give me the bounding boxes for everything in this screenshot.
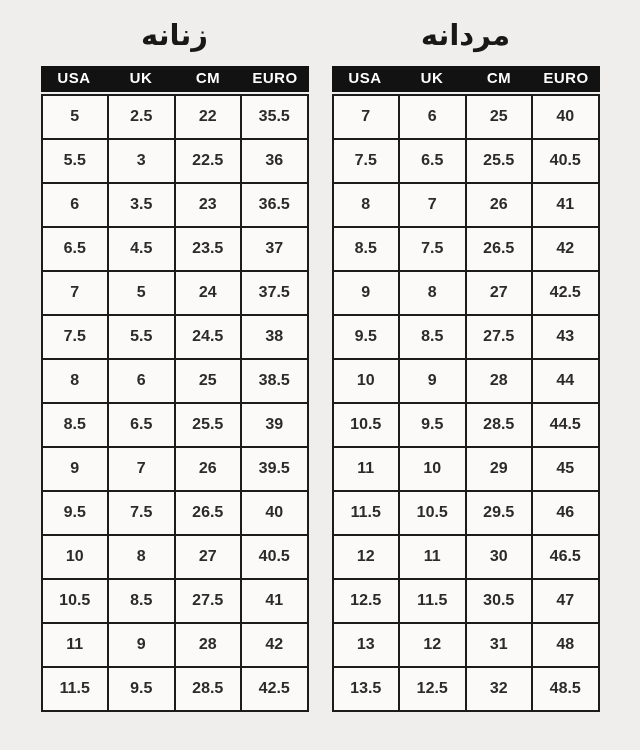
size-cell: 10 [400, 448, 465, 490]
size-cell: 36.5 [242, 184, 307, 226]
size-cell: 5 [109, 272, 174, 314]
men-size-table [332, 12, 600, 712]
size-cell: 7 [109, 448, 174, 490]
size-cell: 8 [43, 360, 108, 402]
size-cell: 44 [533, 360, 598, 402]
size-cell: 9 [109, 624, 174, 666]
size-cell: 7 [334, 96, 399, 138]
column-header-euro: EURO [543, 70, 589, 88]
size-cell: 46 [533, 492, 598, 534]
size-cell: 7.5 [43, 316, 108, 358]
size-cell: 10.5 [400, 492, 465, 534]
size-cell: 8.5 [43, 404, 108, 446]
size-cell: 42 [533, 228, 598, 270]
size-cell: 11 [43, 624, 108, 666]
size-cell: 10.5 [334, 404, 399, 446]
men-table-header-row [332, 66, 600, 92]
column-header-cm: CM [486, 70, 512, 88]
size-cell: 6.5 [109, 404, 174, 446]
size-cell: 7.5 [109, 492, 174, 534]
size-cell: 46.5 [533, 536, 598, 578]
size-cell: 27 [467, 272, 532, 314]
size-cell: 5.5 [43, 140, 108, 182]
size-cell: 41 [242, 580, 307, 622]
size-cell: 11 [400, 536, 465, 578]
size-cell: 10 [43, 536, 108, 578]
size-cell: 13 [334, 624, 399, 666]
size-cell: 30 [467, 536, 532, 578]
size-cell: 47 [533, 580, 598, 622]
size-cell: 29 [467, 448, 532, 490]
size-cell: 3 [109, 140, 174, 182]
size-cell: 22.5 [176, 140, 241, 182]
size-cell: 23 [176, 184, 241, 226]
size-cell: 9.5 [109, 668, 174, 710]
women-table-title: زنانه [141, 20, 208, 52]
size-cell: 24 [176, 272, 241, 314]
column-header-uk: UK [420, 70, 444, 88]
size-cell: 9.5 [334, 316, 399, 358]
size-cell: 22 [176, 96, 241, 138]
size-cell: 35.5 [242, 96, 307, 138]
size-cell: 8.5 [334, 228, 399, 270]
size-cell: 41 [533, 184, 598, 226]
size-cell: 26.5 [467, 228, 532, 270]
size-cell: 26 [176, 448, 241, 490]
size-cell: 27.5 [467, 316, 532, 358]
size-cell: 30.5 [467, 580, 532, 622]
size-cell: 43 [533, 316, 598, 358]
size-cell: 13.5 [334, 668, 399, 710]
size-cell: 42.5 [242, 668, 307, 710]
size-cell: 40 [533, 96, 598, 138]
size-cell: 3.5 [109, 184, 174, 226]
size-cell: 39.5 [242, 448, 307, 490]
size-cell: 12.5 [334, 580, 399, 622]
size-cell: 37.5 [242, 272, 307, 314]
size-cell: 45 [533, 448, 598, 490]
size-cell: 26 [467, 184, 532, 226]
women-size-table [41, 12, 309, 712]
size-cell: 38.5 [242, 360, 307, 402]
size-cell: 40.5 [533, 140, 598, 182]
size-cell: 9.5 [400, 404, 465, 446]
size-cell: 8.5 [400, 316, 465, 358]
size-cell: 42.5 [533, 272, 598, 314]
size-cell: 8 [334, 184, 399, 226]
size-cell: 37 [242, 228, 307, 270]
size-cell: 9 [334, 272, 399, 314]
size-cell: 6 [109, 360, 174, 402]
size-cell: 28.5 [467, 404, 532, 446]
size-cell: 36 [242, 140, 307, 182]
size-cell: 27.5 [176, 580, 241, 622]
size-cell: 11.5 [43, 668, 108, 710]
size-cell: 9 [43, 448, 108, 490]
size-cell: 28.5 [176, 668, 241, 710]
size-cell: 8 [109, 536, 174, 578]
size-cell: 40.5 [242, 536, 307, 578]
size-cell: 11.5 [400, 580, 465, 622]
size-cell: 44.5 [533, 404, 598, 446]
size-cell: 48.5 [533, 668, 598, 710]
size-cell: 29.5 [467, 492, 532, 534]
size-cell: 25.5 [467, 140, 532, 182]
size-cell: 27 [176, 536, 241, 578]
size-cell: 25.5 [176, 404, 241, 446]
size-cell: 11.5 [334, 492, 399, 534]
size-cell: 9.5 [43, 492, 108, 534]
women-table-header-row [41, 66, 309, 92]
size-cell: 8 [400, 272, 465, 314]
size-cell: 6 [400, 96, 465, 138]
column-header-uk: UK [129, 70, 153, 88]
size-cell: 6.5 [43, 228, 108, 270]
size-cell: 7.5 [400, 228, 465, 270]
column-header-usa: USA [57, 70, 91, 88]
size-cell: 39 [242, 404, 307, 446]
size-cell: 7 [43, 272, 108, 314]
size-cell: 25 [467, 96, 532, 138]
size-cell: 31 [467, 624, 532, 666]
size-cell: 24.5 [176, 316, 241, 358]
size-cell: 26.5 [176, 492, 241, 534]
size-cell: 25 [176, 360, 241, 402]
size-cell: 6.5 [400, 140, 465, 182]
size-cell: 6 [43, 184, 108, 226]
size-cell: 7 [400, 184, 465, 226]
size-cell: 32 [467, 668, 532, 710]
size-cell: 38 [242, 316, 307, 358]
column-header-cm: CM [195, 70, 221, 88]
column-header-usa: USA [348, 70, 382, 88]
size-cell: 23.5 [176, 228, 241, 270]
size-cell: 42 [242, 624, 307, 666]
size-cell: 5.5 [109, 316, 174, 358]
size-cell: 7.5 [334, 140, 399, 182]
size-cell: 12 [400, 624, 465, 666]
size-cell: 12.5 [400, 668, 465, 710]
size-cell: 8.5 [109, 580, 174, 622]
size-cell: 10.5 [43, 580, 108, 622]
size-cell: 28 [176, 624, 241, 666]
size-cell: 2.5 [109, 96, 174, 138]
column-header-euro: EURO [252, 70, 298, 88]
size-cell: 9 [400, 360, 465, 402]
size-cell: 12 [334, 536, 399, 578]
men-table-title: مردانه [420, 20, 511, 52]
size-cell: 48 [533, 624, 598, 666]
men-table-body [332, 94, 600, 712]
women-table-body [41, 94, 309, 712]
size-cell: 11 [334, 448, 399, 490]
size-cell: 5 [43, 96, 108, 138]
size-cell: 28 [467, 360, 532, 402]
size-cell: 10 [334, 360, 399, 402]
size-cell: 40 [242, 492, 307, 534]
size-cell: 4.5 [109, 228, 174, 270]
